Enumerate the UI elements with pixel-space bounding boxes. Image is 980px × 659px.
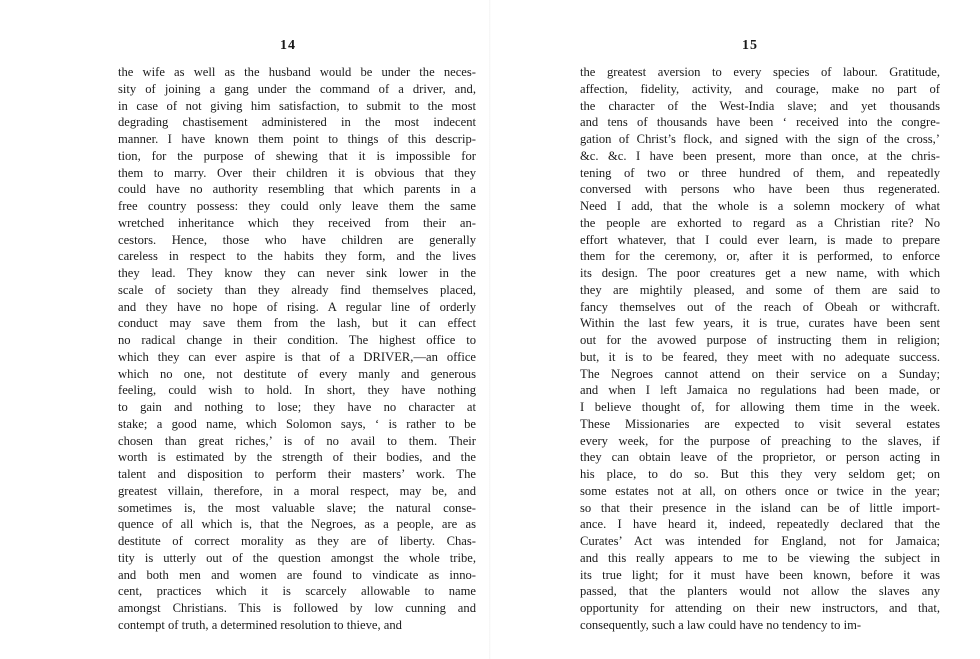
text-line: amongst Christians. This is followed by low cunning and <box>118 601 476 615</box>
text-line: consequently, such a law could have no tendency to im- <box>580 617 862 632</box>
text-line: could have no authority resembling that which parents in a <box>118 182 476 197</box>
page-text <box>580 64 940 634</box>
text-line: conduct may save them from the lash, but it can effect <box>118 316 476 331</box>
text-line: degrading chastisement administered in the most indecent <box>118 115 476 130</box>
text-line: which they can ever aspire is that of a DRIVER,—an office <box>118 349 476 364</box>
text-line: wretched inheritance which they received from their an- <box>118 215 476 230</box>
text-line: free country possess: they could only leave them the same <box>118 199 476 213</box>
text-line: talent and disposition to perform their masters’ work. The <box>118 467 476 481</box>
text-line: passed, that the planters would not allow the slaves any <box>580 584 940 599</box>
text-line: scale of society than they already find themselves placed, <box>118 282 476 297</box>
text-line: some estates not at all, on others once or twice in the year; <box>580 483 940 498</box>
text-line: &c. &c. I have been present, more than once, at the chris- <box>580 148 940 163</box>
page-text <box>118 64 476 634</box>
text-line: ance. I have heard it, indeed, repeatedly declared that the <box>580 517 940 532</box>
text-line: the character of the West-India slave; and yet thousands <box>580 98 940 113</box>
text-line: no radical change in their condition. The highest office to <box>118 333 476 347</box>
text-line: affection, fidelity, activity, and courage, make no part of <box>580 81 940 96</box>
text-line: so that their presence in the island can be of little import- <box>580 500 940 515</box>
text-line: Need I add, that the whole is a solemn mockery of what <box>580 199 940 213</box>
text-line: to gain and nothing to lose; they have no character at <box>118 400 476 414</box>
text-line: which no one, not destitute of every manly and generous <box>118 366 476 381</box>
page-number: 14 <box>280 38 296 53</box>
text-line: Within the last few years, it is true, curates have been sent <box>580 316 940 331</box>
text-line: tity is utterly out of the question amongst the whole tribe, <box>118 550 476 565</box>
text-line: worth is estimated by the strength of their bodies, and the <box>118 450 476 465</box>
text-line: destitute of correct morality as they are of liberty. Chas- <box>118 534 476 548</box>
right-page <box>490 0 980 659</box>
text-line: These Missionaries are expected to visit several estates <box>580 416 940 431</box>
text-line: but, it is to be feared, they meet with no adequate success. <box>580 349 940 364</box>
text-line: tion, for the purpose of shewing that it is impossible for <box>118 148 476 163</box>
text-line: stake; a good name, which Solomon says, ‘ is rather to be <box>118 416 476 431</box>
text-line: sometimes is, the most valuable slave; the natural conse- <box>118 500 476 515</box>
text-line: and tens of thousands have been ‘ received into the congre- <box>580 115 940 130</box>
text-line: in case of not giving him satisfaction, to submit to the most <box>118 98 476 113</box>
text-line: manner. I have known them point to things of this descrip- <box>118 132 476 146</box>
page-number: 15 <box>742 38 758 53</box>
text-line: and they have no hope of rising. A regular line of orderly <box>118 299 476 314</box>
text-line: chosen than great riches,’ is of no avail to them. Their <box>118 433 476 448</box>
text-line: the wife as well as the husband would be under the neces- <box>118 65 476 79</box>
text-line: quence of all which is, that the Negroes, as a people, are as <box>118 517 476 532</box>
text-line: every week, for the purpose of preaching to the slaves, if <box>580 433 940 448</box>
text-line: his place, to do so. But this they very seldom get; on <box>580 467 940 481</box>
text-line: Curates’ Act was intended for England, not for Jamaica; <box>580 534 940 548</box>
text-line: its true light; for it must have been known, before it was <box>580 567 940 582</box>
text-line: gation of Christ’s flock, and signed with the sign of the cross,’ <box>580 132 940 146</box>
text-line: and both men and women are found to vindicate as inno- <box>118 567 476 582</box>
text-line: out for the avowed purpose of instructing them in religion; <box>580 333 940 347</box>
text-line: they are mightily pleased, and some of them are said to <box>580 282 940 297</box>
text-line: them to marry. Over their children it is obvious that they <box>118 165 476 180</box>
text-line: the greatest aversion to every species of labour. Gratitude, <box>580 65 940 79</box>
text-line: The Negroes cannot attend on their service on a Sunday; <box>580 366 940 381</box>
text-line: and when I left Jamaica no regulations had been made, or <box>580 383 940 398</box>
text-line: and this really appears to me to be viewing the subject in <box>580 550 940 565</box>
text-line: they lead. They know they can never sink lower in the <box>118 266 476 280</box>
text-line: cent, practices which it is scarcely allowable to name <box>118 584 476 599</box>
text-line: its design. The poor creatures get a new name, with which <box>580 266 940 280</box>
text-line: greatest villain, therefore, in a moral respect, may be, and <box>118 483 476 498</box>
text-line: conversed with persons who have been thus regenerated. <box>580 182 940 197</box>
text-line: tening of two or three hundred of them, and repeatedly <box>580 165 940 180</box>
text-line: fancy themselves out of the reach of Obeah or withcraft. <box>580 299 940 314</box>
text-line: contempt of truth, a determined resolution to thieve, and <box>118 617 402 632</box>
text-line: feeling, could wish to hold. In short, they have nothing <box>118 383 476 398</box>
text-line: careless in respect to the habits they form, and the lives <box>118 249 476 264</box>
text-line: cestors. Hence, those who have children are generally <box>118 232 476 247</box>
text-line: opportunity for attending on their new instructors, and that, <box>580 601 940 615</box>
text-line: effort whatever, that I could ever learn, is made to prepare <box>580 232 940 247</box>
text-line: they can obtain leave of the proprietor, or person acting in <box>580 450 940 465</box>
text-line: I believe thought of, for allowing them time in the week. <box>580 400 940 414</box>
text-line: the people are exhorted to regard as a Christian rite? No <box>580 215 940 230</box>
text-line: them for the ceremony, or, after it is performed, to enforce <box>580 249 940 264</box>
text-line: sity of joining a gang under the command of a driver, and, <box>118 81 476 96</box>
